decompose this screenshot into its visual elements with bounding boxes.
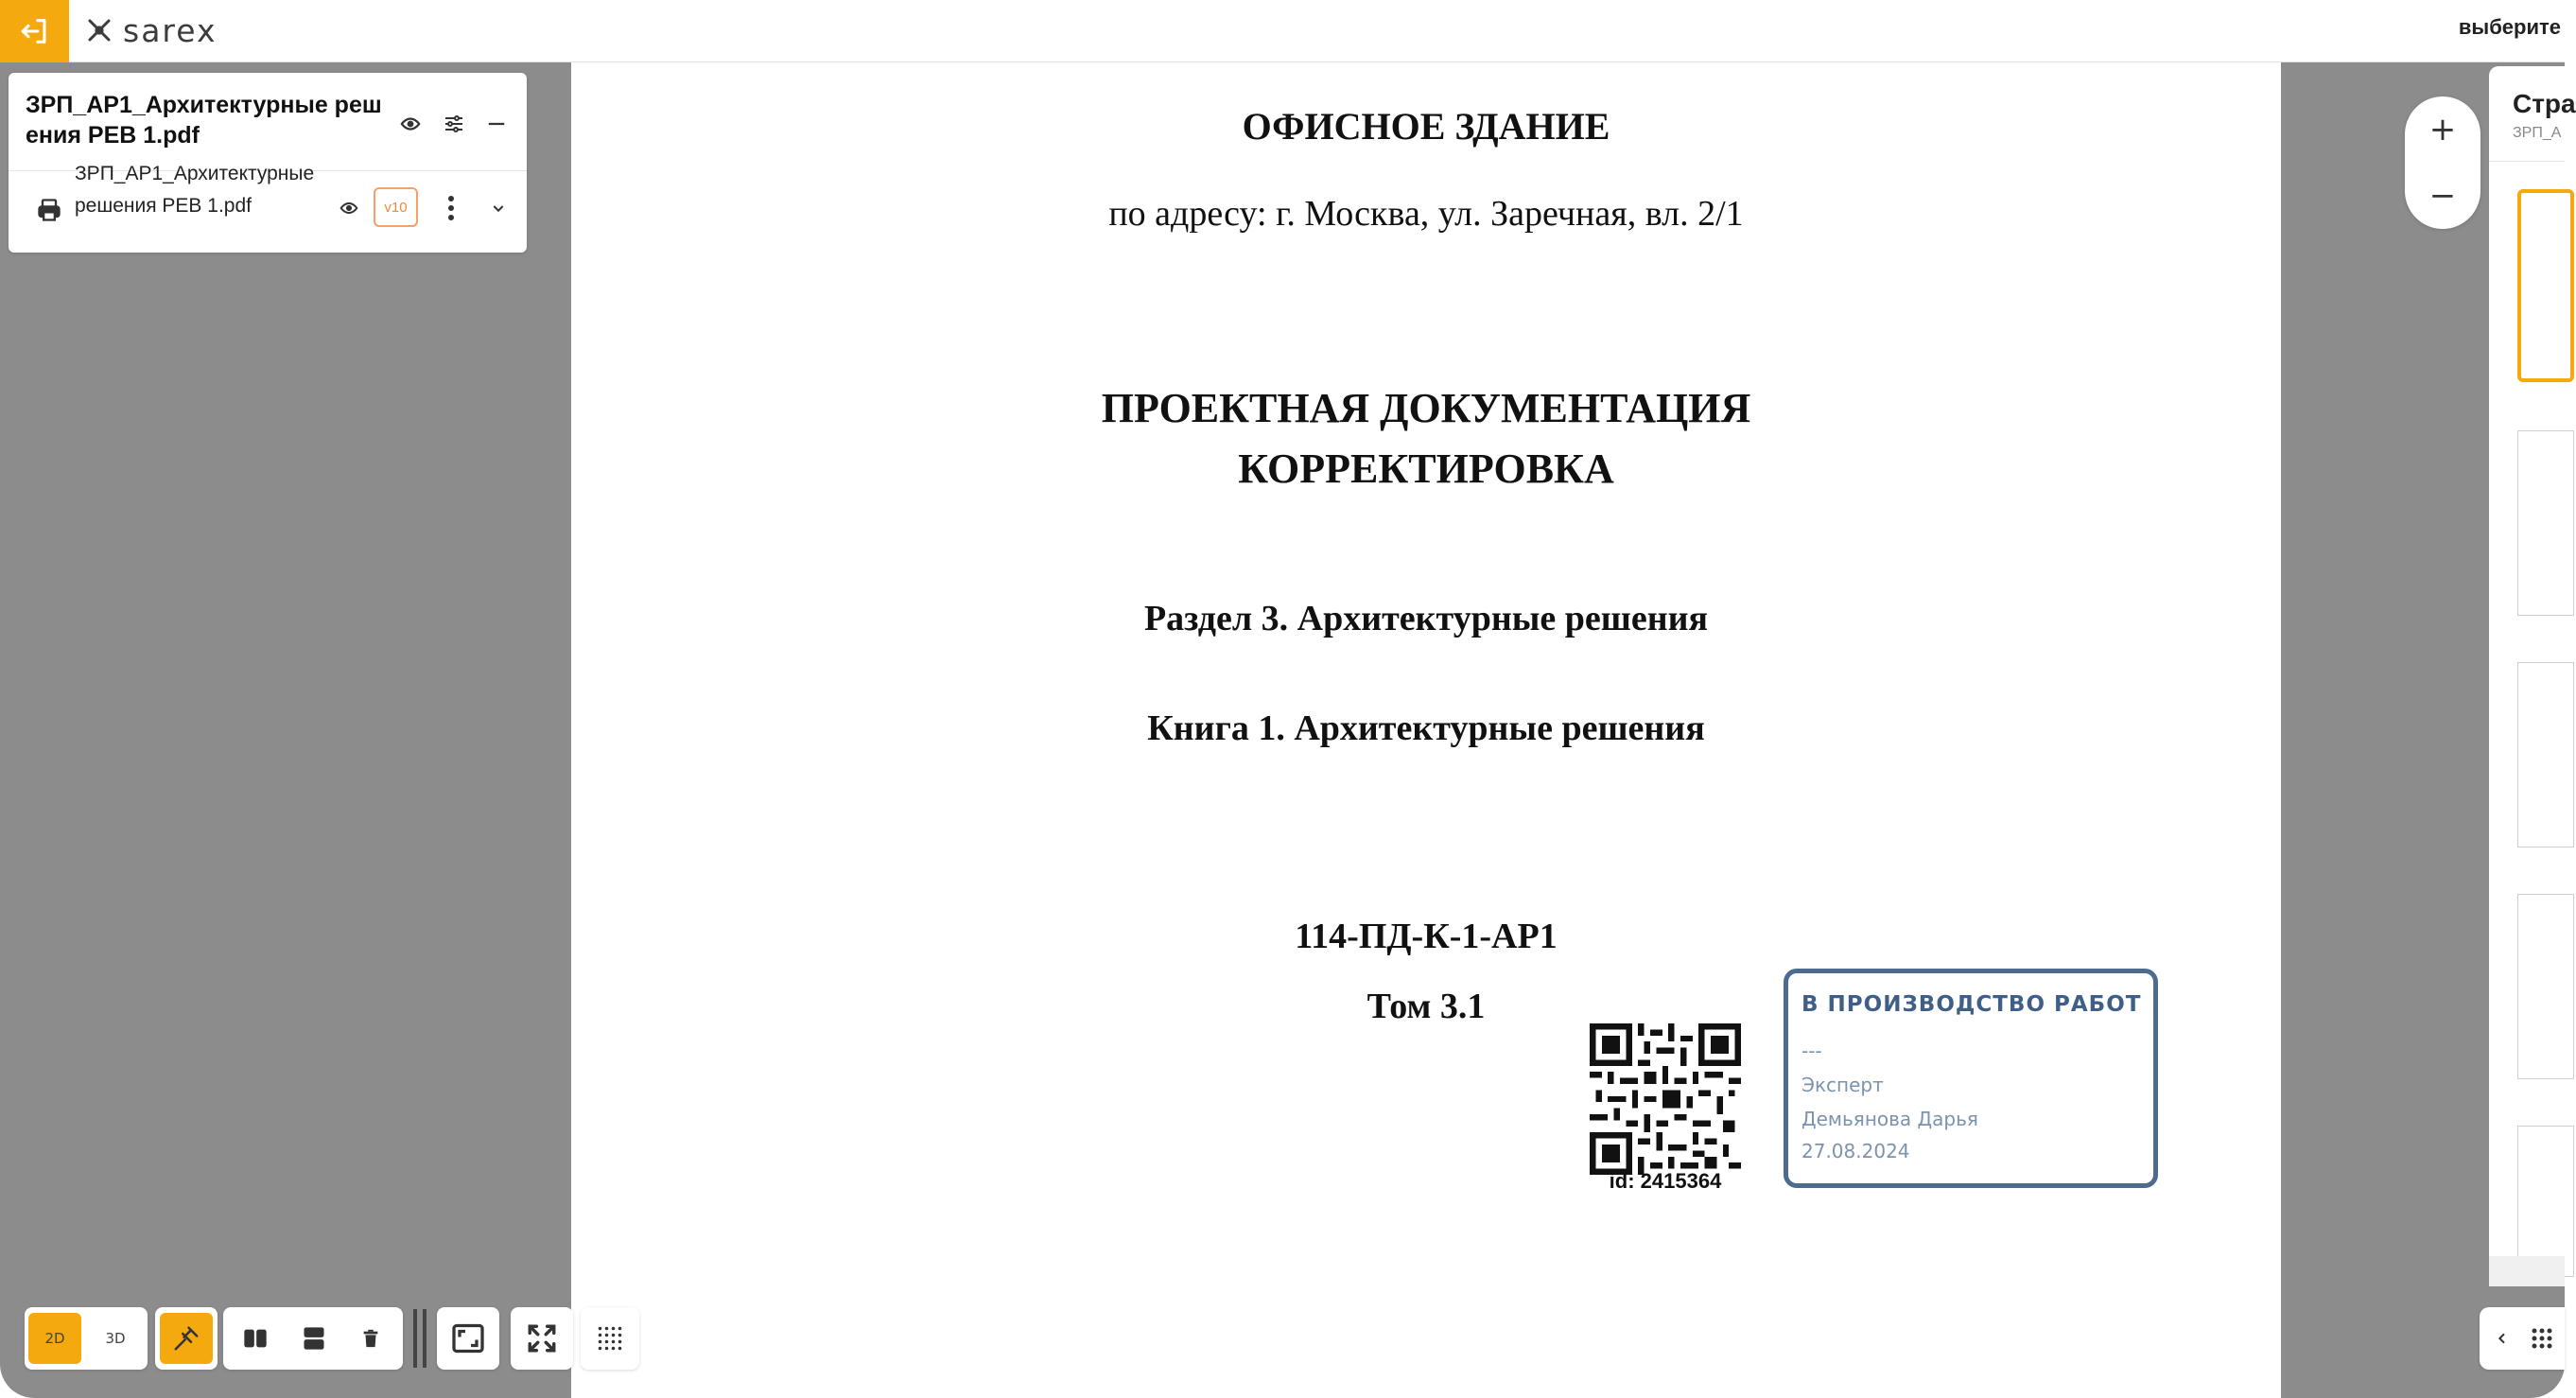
- fit-group: [437, 1307, 499, 1370]
- doc-volume: Том 3.1: [1366, 987, 1486, 1026]
- pages-panel-subtitle: ЗРП_А: [2513, 125, 2562, 141]
- chevron-left-icon: [2495, 1331, 2510, 1346]
- file-visibility-button[interactable]: [330, 189, 368, 227]
- exit-icon: [19, 15, 51, 47]
- file-name: ЗРП_АР1_Архитектурные решения РЕВ 1.pdf: [75, 163, 315, 217]
- divider: [2489, 161, 2565, 162]
- trash-icon: [360, 1328, 381, 1349]
- pages-panel-title: Стра: [2513, 89, 2576, 118]
- split-vertical-button[interactable]: [229, 1313, 282, 1364]
- layer-settings-button[interactable]: [435, 105, 473, 143]
- eye-icon: [339, 199, 358, 218]
- logo-icon: [85, 16, 113, 44]
- qr-code: [1590, 1023, 1741, 1175]
- fit-to-page-button[interactable]: [442, 1313, 495, 1364]
- file-expand-button[interactable]: [479, 189, 517, 227]
- approval-stamp: [1784, 969, 2158, 1188]
- mode-2d-button[interactable]: [28, 1313, 81, 1364]
- stamp-separator: ---: [1801, 1040, 1822, 1062]
- minus-icon: [486, 114, 507, 134]
- page-thumbnail[interactable]: [2517, 894, 2574, 1079]
- split-horizontal-icon: [301, 1325, 327, 1352]
- layer-visibility-button[interactable]: [392, 105, 429, 143]
- pin-tool-button[interactable]: [160, 1313, 213, 1364]
- stamp-date: 27.08.2024: [1801, 1140, 1910, 1162]
- sliders-icon: [443, 113, 465, 135]
- doc-section: Раздел 3. Архитектурные решения: [1143, 599, 1709, 638]
- doc-book: Книга 1. Архитектурные решения: [1147, 708, 1705, 748]
- exit-button[interactable]: [0, 0, 69, 62]
- doc-type-line2: КОРРЕКТИРОВКА: [1238, 446, 1614, 492]
- view-mode-group: [25, 1307, 148, 1370]
- stamp-role: Эксперт: [1801, 1074, 1884, 1096]
- page-thumbnail[interactable]: [2517, 1126, 2574, 1277]
- stamp-name: Демьянова Дарья: [1801, 1108, 1978, 1130]
- chevron-down-icon: [491, 201, 506, 216]
- pages-footer: [2480, 1307, 2565, 1370]
- document-page[interactable]: [571, 62, 2281, 1398]
- mode-3d-label: 3D: [105, 1330, 126, 1347]
- zoom-out-button[interactable]: −: [2428, 177, 2457, 215]
- layer-header: [9, 73, 527, 171]
- page-thumbnail[interactable]: [2517, 662, 2574, 848]
- grid-toggle-group: [581, 1307, 639, 1370]
- page-thumbnail[interactable]: [2517, 189, 2574, 382]
- fullscreen-group: [511, 1307, 573, 1370]
- fullscreen-button[interactable]: [515, 1313, 568, 1364]
- more-vertical-icon: [446, 194, 456, 222]
- layer-title: ЗРП_АР1_Архитектурные решения РЕВ 1.pdf: [26, 92, 382, 149]
- file-type-icon-wrap: [33, 194, 65, 226]
- layer-panel: [9, 73, 527, 253]
- zoom-control: [2405, 96, 2480, 229]
- layer-collapse-button[interactable]: [478, 105, 515, 143]
- grid-icon: [2531, 1327, 2553, 1350]
- stamp-title: В ПРОИЗВОДСТВО РАБОТ: [1801, 992, 2142, 1017]
- mode-3d-button[interactable]: [89, 1313, 142, 1364]
- top-bar: [0, 0, 2565, 62]
- file-menu-button[interactable]: [432, 187, 470, 229]
- doc-type-line1: ПРОЕКТНАЯ ДОКУМЕНТАЦИЯ: [1101, 385, 1751, 431]
- toolbar-divider: [423, 1309, 426, 1368]
- fullscreen-icon: [526, 1322, 558, 1354]
- brand-logo[interactable]: [85, 9, 218, 51]
- doc-address: по адресу: г. Москва, ул. Заречная, вл. 2/1: [1108, 194, 1744, 234]
- pin-icon: [172, 1324, 200, 1353]
- page-thumbnail[interactable]: [2517, 430, 2574, 616]
- object-selector[interactable]: выберите: [2458, 15, 2561, 39]
- split-vertical-icon: [242, 1325, 269, 1352]
- grid-view-button[interactable]: [2523, 1319, 2561, 1357]
- delete-button[interactable]: [344, 1313, 397, 1364]
- printer-icon: [36, 197, 62, 223]
- grid-toggle-button[interactable]: [583, 1313, 636, 1364]
- split-horizontal-button[interactable]: [287, 1313, 340, 1364]
- zoom-in-button[interactable]: +: [2428, 111, 2457, 149]
- pin-group: [155, 1307, 218, 1370]
- eye-icon: [400, 114, 421, 134]
- pages-collapse-button[interactable]: [2483, 1319, 2521, 1357]
- pages-panel: [2489, 66, 2576, 1286]
- doc-heading: ОФИСНОЕ ЗДАНИЕ: [1242, 105, 1610, 148]
- fit-page-icon: [451, 1321, 485, 1355]
- qr-id-label: id: 2415364: [1609, 1169, 1722, 1193]
- compare-group: [223, 1307, 403, 1370]
- dot-grid-icon: [597, 1325, 623, 1352]
- brand-name: sarex: [123, 11, 218, 49]
- pages-scrollbar[interactable]: [2489, 1256, 2565, 1286]
- toolbar-divider: [413, 1309, 417, 1368]
- doc-code: 114-ПД-К-1-АР1: [1295, 917, 1558, 956]
- mode-2d-label: 2D: [44, 1330, 65, 1347]
- version-badge[interactable]: v10: [374, 187, 418, 227]
